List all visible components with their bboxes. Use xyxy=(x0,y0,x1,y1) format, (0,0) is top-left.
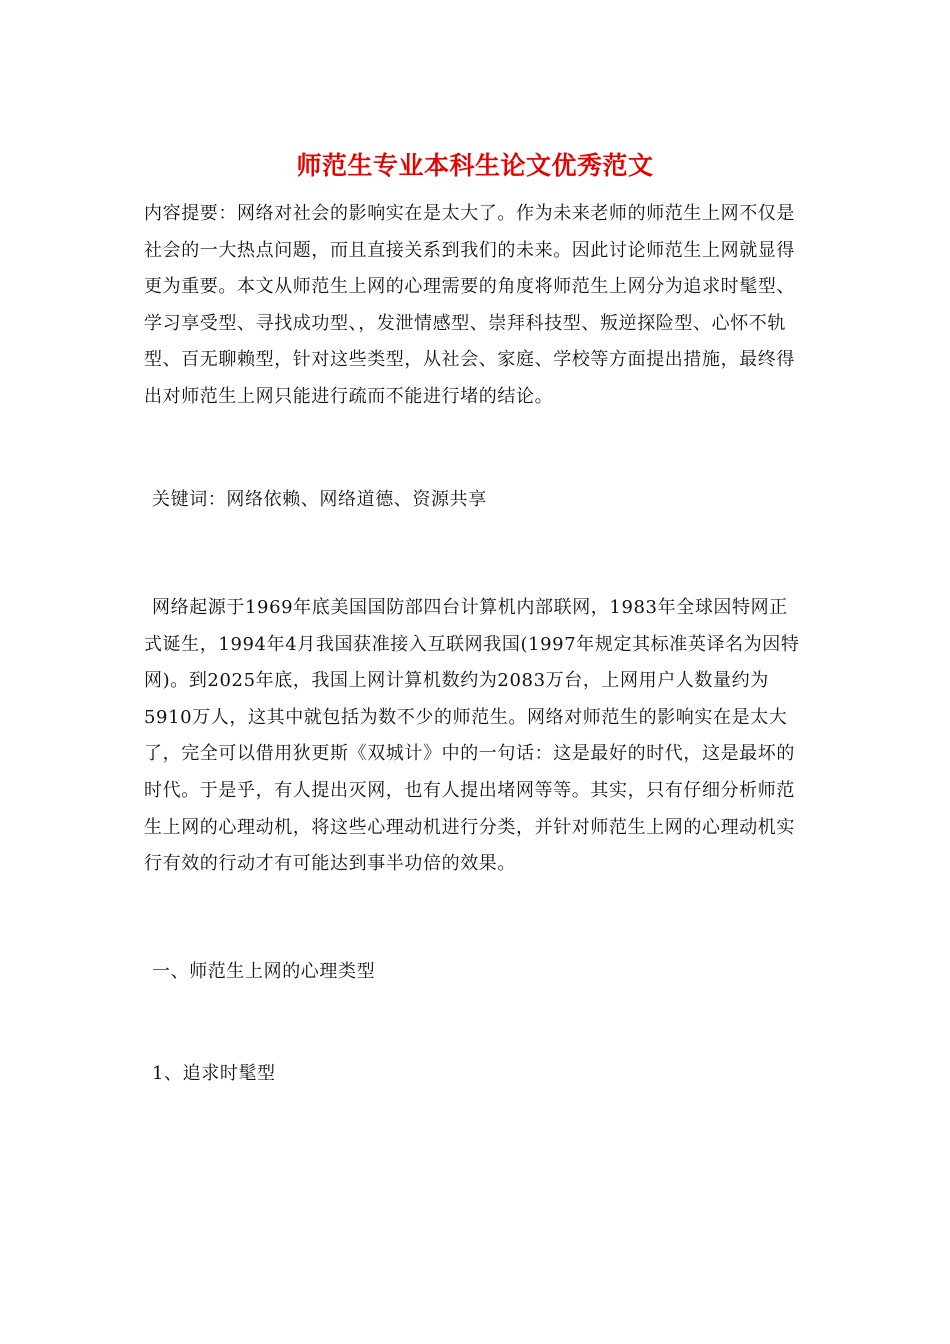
section-heading: 一、师范生上网的心理类型 xyxy=(152,961,376,982)
abstract-paragraph: 内容提要：网络对社会的影响实在是太大了。作为未来老师的师范生上网不仅是社会的一大热点问题，而且直接关系到我们的未来。因此讨论师范生上网就显得更为重要。本文从师范生上网的心理需要的角度将师范生上网分为追求时髦型、学习享受型、寻找成功型、，发泄情感型、崇拜科技型、叛逆探险型、心怀不轨型、百无聊赖型，针对这些类型，从社会、家庭、学校等方面提出措施，最终得出对师范生上网只能进行疏而不能进行堵的结论。 xyxy=(144,203,795,407)
subsection-heading: 1、追求时髦型 xyxy=(152,1063,276,1084)
intro-paragraph: 网络起源于1969年底美国国防部四台计算机内部联网，1983年全球因特网正式诞生，1994年4月我国获准接入互联网我国(1997年规定其标准英译名为因特网)。到2025年底，我国上网计算机数约为2083万台，上网用户人数量约为5910万人，这其中就包括为数不少的师范生。网络对师范生的影响实在是太大了，完全可以借用狄更斯《双城计》中的一句话：这是最好的时代，这是最坏的时代。于是乎，有人提出灭网，也有人提出堵网等等。其实，只有仔细分析师范生上网的心理动机，将这些心理动机进行分类，并针对师范生上网的心理动机实行有效的行动才有可能达到事半功倍的效果。 xyxy=(144,597,800,875)
keywords-line: 关键词：网络依赖、网络道德、资源共享 xyxy=(152,489,487,510)
document-title: 师范生专业本科生论文优秀范文 xyxy=(296,151,654,180)
